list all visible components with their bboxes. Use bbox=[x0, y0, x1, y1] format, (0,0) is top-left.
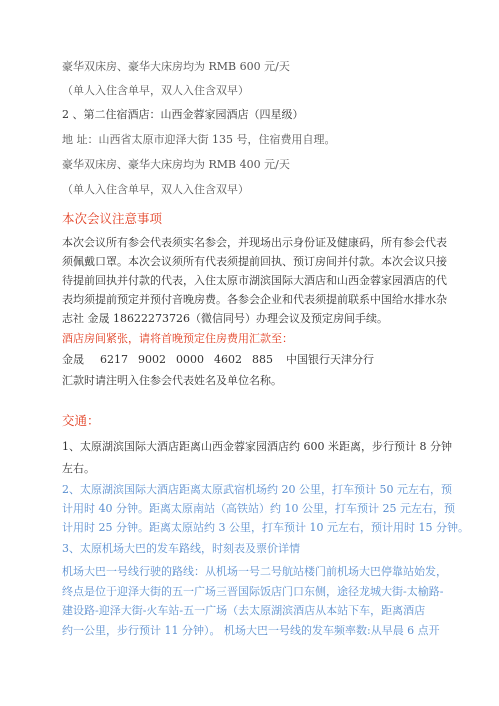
bank-account-group: 0000 bbox=[176, 353, 204, 366]
hotel2-address: 地 址：山西省太原市迎泽大街 135 号，住宿费用自理。 bbox=[62, 133, 336, 146]
hotel1-breakfast: （单人入住含单早，双人入住含双早） bbox=[62, 84, 249, 97]
bank-account-group: 9002 bbox=[138, 353, 166, 366]
traffic-line: 约一公里，步行预计 11 分钟）。 机场大巴一号线的发车频率数:从早晨 6 点开 bbox=[62, 624, 440, 637]
bank-account-group: 6217 bbox=[100, 353, 128, 366]
traffic-heading: 交通： bbox=[62, 413, 100, 428]
hotel2-room-price: 豪华双床房、豪华大床房均为 RMB 400 元/天 bbox=[62, 158, 290, 171]
bank-account-line bbox=[62, 353, 374, 367]
notes-paragraph-line: 表均须提前预定并预付音晚房费。各参会企业和代表须提前联系中国给水排水杂 bbox=[62, 293, 447, 306]
traffic-line: 3、太原机场大巴的发车路线，时刻表及票价详情 bbox=[62, 542, 300, 555]
bank-name: 中国银行天津分行 bbox=[286, 353, 374, 366]
traffic-line: 终点是位于迎泽大街的五一广场三晋国际饭店门口东侧，途径龙城大街-太榆路- bbox=[62, 585, 444, 598]
hotel2-breakfast: （单人入住含单早，双人入住含双早） bbox=[62, 183, 249, 196]
remit-note: 汇款时请注明入住参会代表姓名及单位名称。 bbox=[62, 374, 282, 387]
traffic-line: 计用时 25 分钟。距离太原站约 3 公里，打车预计 10 元左右，预计用时 15 分钟。 bbox=[62, 521, 469, 534]
bank-account-group: 885 bbox=[252, 353, 273, 366]
notes-paragraph-line: 本次会议所有参会代表须实名参会，并现场出示身份证及健康码，所有参会代表 bbox=[62, 236, 447, 249]
notes-paragraph-line: 志社 金晟 18622273726（微信同号）办理会议及预定房间手续。 bbox=[62, 312, 388, 325]
traffic-line: 2、太原湖滨国际大酒店距离太原武宿机场约 20 公里，打车预计 50 元左右，预 bbox=[62, 483, 452, 496]
bank-account-name: 金晟 bbox=[62, 353, 84, 366]
hotel1-room-price: 豪华双床房、豪华大床房均为 RMB 600 元/天 bbox=[62, 60, 290, 73]
traffic-line: 计用时 40 分钟。距离太原南站（高铁站）约 10 公里，打车预计 25 元左右，预 bbox=[62, 502, 455, 515]
traffic-line: 1、太原湖滨国际大酒店距离山西金蓉家园酒店约 600 米距离，步行预计 8 分钟 bbox=[62, 440, 452, 453]
hotel2-title: 2 、第二住宿酒店：山西金蓉家园酒店（四星级） bbox=[62, 108, 304, 121]
bank-account-group: 4602 bbox=[214, 353, 242, 366]
notes-red-line: 酒店房间紧张，请将首晚预定住房费用汇款至： bbox=[62, 332, 293, 345]
traffic-line: 建设路-迎泽大街-火车站-五一广场（去太原湖滨酒店从本站下车，距离酒店 bbox=[62, 604, 426, 617]
notes-paragraph-line: 须佩戴口罩。本次会议须所有代表须提前回执、预订房间并付款。本次会议只接 bbox=[62, 255, 447, 268]
notes-paragraph-line: 待提前回执并付款的代表，入住太原市湖滨国际大酒店和山西金蓉家园酒店的代 bbox=[62, 274, 447, 287]
notes-heading: 本次会议注意事项 bbox=[62, 211, 163, 226]
traffic-line: 机场大巴一号线行驶的路线：从机场一号二号航站楼门前机场大巴停靠站始发， bbox=[62, 565, 447, 578]
traffic-line: 左右。 bbox=[62, 462, 95, 475]
